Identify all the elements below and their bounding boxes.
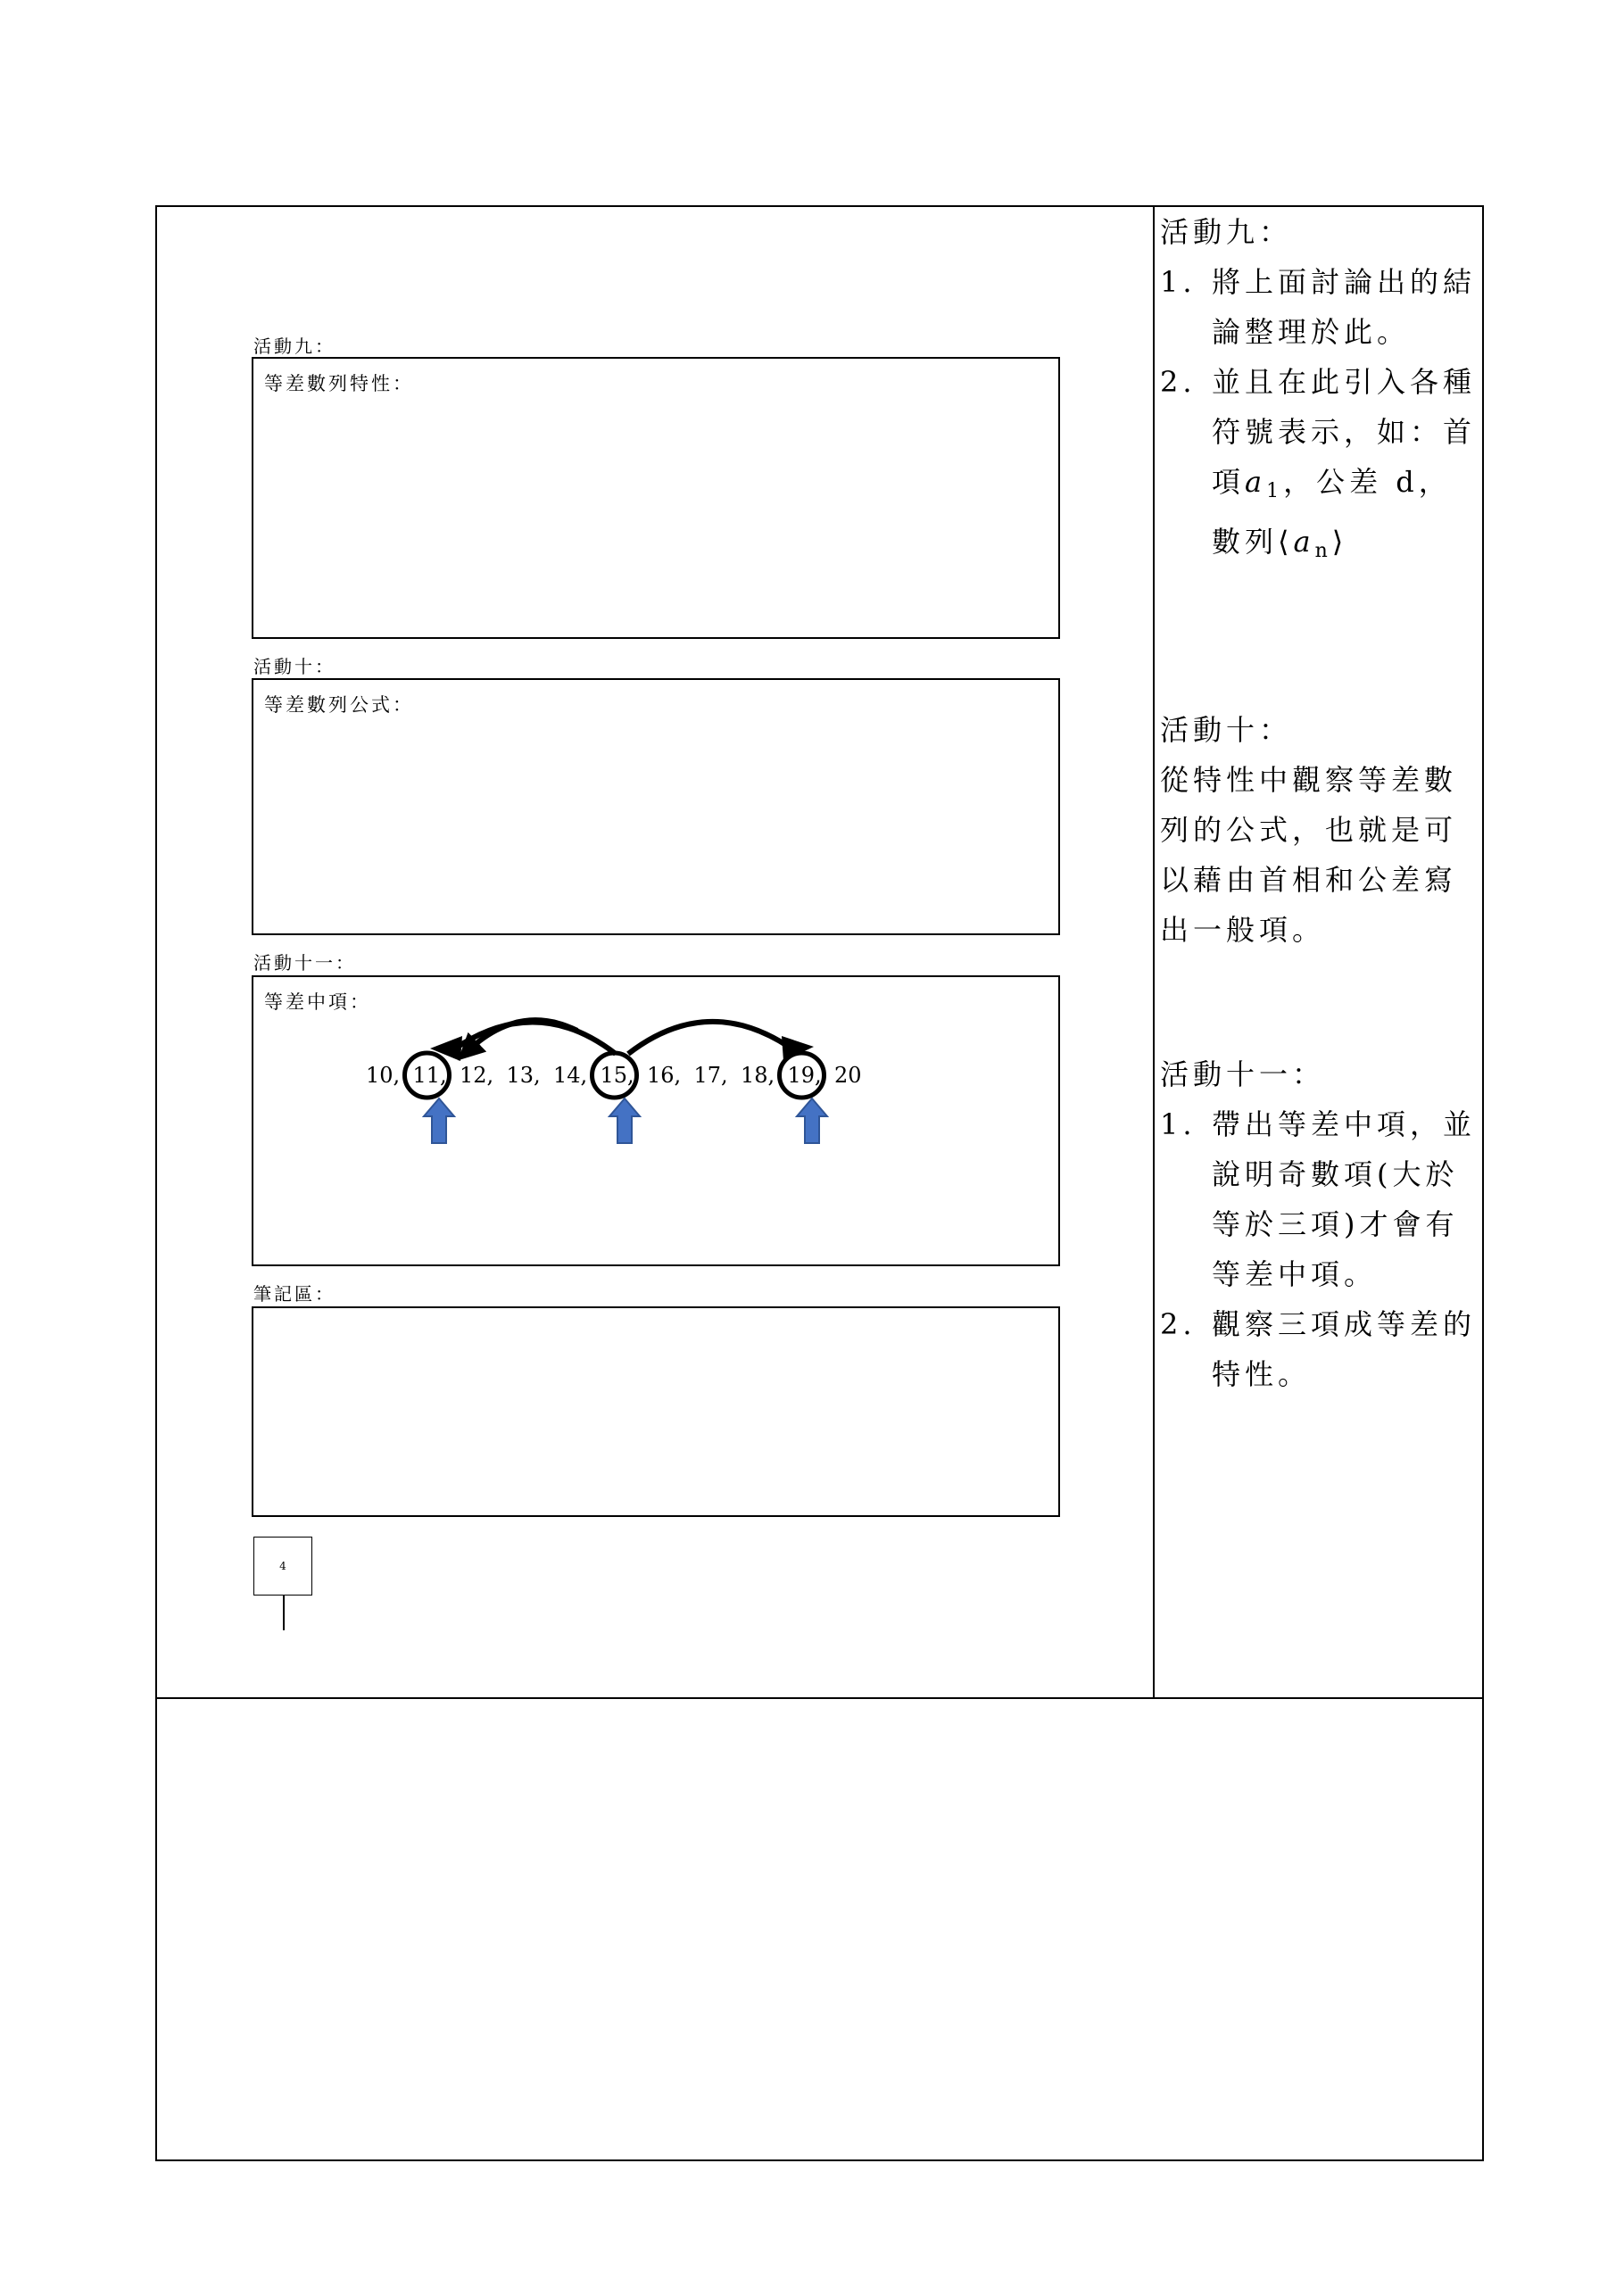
- page-number-stem: [283, 1595, 285, 1630]
- arrowhead-left: [430, 1036, 462, 1061]
- activity9-label: 活動九：: [253, 336, 336, 357]
- up-arrow-icon: [424, 1098, 454, 1143]
- sequence-number: 10,: [366, 1063, 401, 1088]
- curved-arrow-right-body: [628, 1022, 789, 1054]
- up-arrow-icon: [797, 1098, 827, 1143]
- arithmetic-mean-diagram: [252, 975, 1060, 1266]
- sidebar-activity9-heading: 活動九：: [1160, 215, 1293, 249]
- sidebar-activity11-item: 1. 帶出等差中項，並說明奇數項(大於等於三項)才會有等差中項。: [1160, 1107, 1477, 1291]
- sidebar-activity11-item: 2. 觀察三項成等差的特性。: [1160, 1307, 1477, 1391]
- up-arrow-icon: [609, 1098, 640, 1143]
- sidebar-activity9: [1160, 207, 1479, 576]
- sidebar-activity10-heading: 活動十：: [1160, 713, 1293, 747]
- sequence-number: 17,: [693, 1063, 728, 1088]
- sidebar-activity11-heading: 活動十一：: [1160, 1057, 1326, 1091]
- sidebar-activity9-item: 1. 將上面討論出的結論整理於此。: [1160, 265, 1477, 349]
- page-number: 4: [279, 1560, 286, 1572]
- sidebar-activity10: [1160, 705, 1479, 955]
- sequence-number: 16,: [647, 1063, 682, 1088]
- row-divider: [155, 1697, 1484, 1699]
- sequence-number: 20: [834, 1063, 862, 1088]
- sequence-number: 18,: [741, 1063, 775, 1088]
- notes-box[interactable]: [252, 1306, 1060, 1517]
- activity10-label: 活動十：: [253, 656, 336, 677]
- sidebar-activity11: [1160, 1049, 1479, 1399]
- page-number-box: [253, 1537, 312, 1596]
- column-divider: [1153, 205, 1155, 1699]
- sidebar-activity9-item: 2. 並且在此引入各種符號表示，如：首項$a_1$，公差 d，數列$⟨a_n⟩$: [1160, 365, 1477, 562]
- activity10-box-title: 等差數列公式：: [264, 694, 414, 716]
- activity9-box[interactable]: [252, 357, 1060, 639]
- activity11-box[interactable]: [252, 975, 1060, 1266]
- sequence-number: 15,: [600, 1063, 634, 1088]
- sequence-number: 11,: [412, 1063, 447, 1088]
- notes-label: 筆記區：: [253, 1283, 336, 1305]
- sidebar-activity10-text: 從特性中觀察等差數列的公式，也就是可以藉由首相和公差寫出一般項。: [1160, 763, 1458, 947]
- sequence-number: 13,: [506, 1063, 541, 1088]
- sequence-number: 14,: [553, 1063, 588, 1088]
- activity11-box-title: 等差中項：: [264, 991, 371, 1013]
- sequence-number: 12,: [460, 1063, 494, 1088]
- activity10-box[interactable]: [252, 678, 1060, 935]
- activity9-box-title: 等差數列特性：: [264, 373, 414, 394]
- sequence-number: 19,: [787, 1063, 822, 1088]
- activity11-label: 活動十一：: [253, 952, 356, 974]
